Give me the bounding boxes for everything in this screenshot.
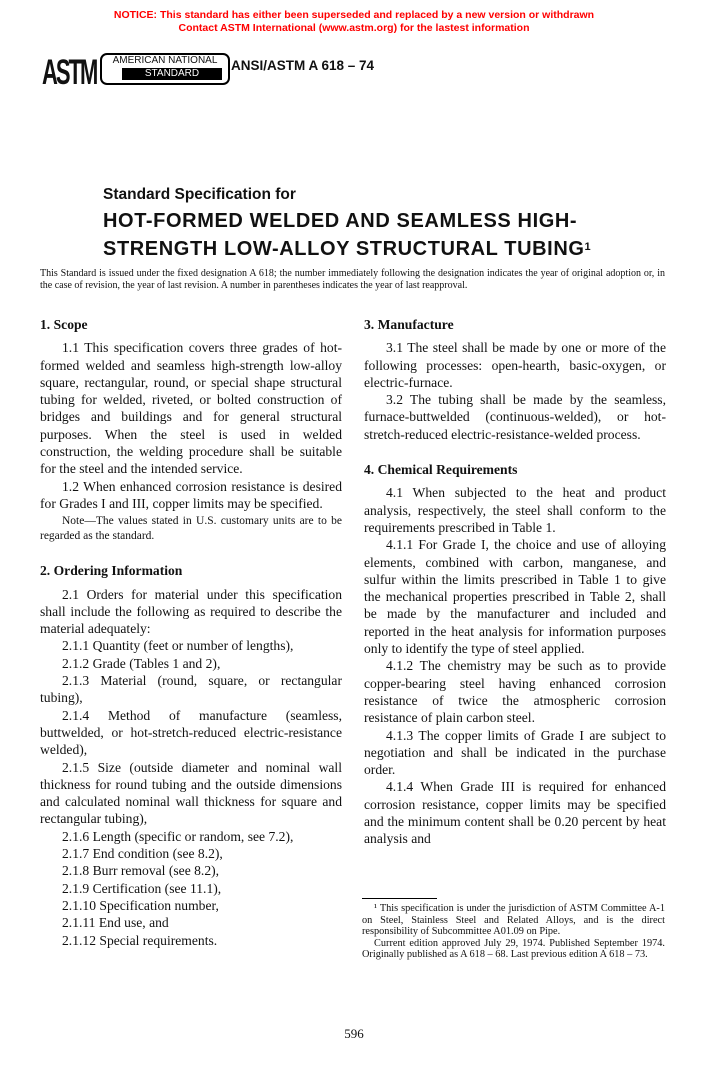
list-item: 2.1.2 Grade (Tables 1 and 2), bbox=[62, 655, 221, 671]
right-column bbox=[364, 316, 666, 848]
section-heading-manufacture: 3. Manufacture bbox=[364, 317, 454, 332]
badge-line-2: STANDARD bbox=[122, 68, 222, 80]
ordering-list bbox=[40, 637, 342, 948]
list-item: 2.1.10 Specification number, bbox=[62, 897, 219, 913]
list-item: 2.1.4 Method of manufacture (seamless, buttwelded, or hot-stretch-reduced electric-resistance welded), bbox=[40, 707, 342, 758]
footnote-jurisdiction: ¹ This specification is under the jurisdiction of ASTM Committee A-1 on Steel, Stainless Steel and Related Alloys, and is the direct responsibility of Subcommittee A01.09 on Pipe. bbox=[362, 903, 665, 938]
paragraph: 4.1.1 For Grade I, the choice and use of alloying elements, combined with carbon, manganese, and sulfur within the limits prescribed in Table 1 to give the mechanical properties prescribed in Table 2, shall be made by the manufacturer and included and reported in the heat analysis for information purposes only to identify the type of steel applied. bbox=[364, 537, 666, 657]
ansi-badge bbox=[100, 53, 230, 85]
notice-line-1: NOTICE: This standard has either been superseded and replaced by a new version or withdrawn bbox=[113, 9, 595, 21]
list-item: 2.1.9 Certification (see 11.1), bbox=[62, 880, 222, 896]
section-heading-ordering: 2. Ordering Information bbox=[40, 563, 183, 579]
list-item: 2.1.1 Quantity (feet or number of lengths), bbox=[62, 638, 294, 654]
section-heading-scope: 1. Scope bbox=[40, 317, 88, 332]
list-item: 2.1.8 Burr removal (see 8.2), bbox=[62, 863, 220, 879]
title-line-2: STRENGTH LOW-ALLOY STRUCTURAL TUBING bbox=[103, 238, 585, 260]
footnote-edition: Current edition approved July 29, 1974. Published September 1974. Originally published as A 618 – 68. Last previous edition A 618 – 73. bbox=[362, 937, 665, 961]
badge-line-1: AMERICAN NATIONAL bbox=[112, 55, 218, 66]
paragraph: 2.1 Orders for material under this specification shall include the following as required to describe the material adequately: bbox=[40, 586, 342, 637]
list-item: 2.1.5 Size (outside diameter and nominal wall thickness for round tubing and the outside dimensions and calculated nominal wall thickness for square and rectangular tubing), bbox=[40, 759, 342, 827]
paragraph: 1.1 This specification covers three grades of hot-formed welded and seamless high-strength low-alloy square, rectangular, round, or special shape structural tubing for welded, riveted, or bolted construction of bridges and buildings and for general structural purposes. When the steel is used in welded construction, the welding procedure shall be suitable for the steel and the intended service. bbox=[40, 340, 342, 477]
list-item: 2.1.6 Length (specific or random, see 7.2), bbox=[62, 828, 294, 844]
list-item: 2.1.7 End condition (see 8.2), bbox=[62, 846, 223, 862]
list-item: 2.1.12 Special requirements. bbox=[62, 932, 218, 948]
list-item: 2.1.11 End use, and bbox=[62, 915, 169, 931]
paragraph: 4.1.3 The copper limits of Grade I are subject to negotiation and shall be indicated in the purchase order. bbox=[364, 727, 666, 778]
paragraph: 4.1.4 When Grade III is required for enhanced corrosion resistance, copper limits may be specified and the minimum content shall be 0.20 percent by heat analysis and bbox=[364, 779, 666, 847]
document-subtitle: Standard Specification for bbox=[103, 186, 296, 203]
designation-intro: This Standard is issued under the fixed designation A 618; the number immediately following the designation indicates the year of original adoption or, in the case of revision, the year of last revision. A number in parentheses indicates the year of last reapproval. bbox=[40, 268, 665, 291]
note: Note—The values stated in U.S. customary units are to be regarded as the standard. bbox=[40, 515, 342, 543]
withdrawn-notice bbox=[0, 9, 708, 35]
list-item: 2.1.3 Material (round, square, or rectangular tubing), bbox=[40, 673, 342, 706]
document-title bbox=[103, 207, 591, 263]
title-line-1: HOT-FORMED WELDED AND SEAMLESS HIGH- bbox=[103, 210, 578, 232]
footnote-rule bbox=[362, 898, 437, 899]
paragraph: 4.1 When subjected to the heat and product analysis, respectively, the steel shall conform to the requirements prescribed in Table 1. bbox=[364, 485, 666, 535]
paragraph: 1.2 When enhanced corrosion resistance is desired for Grades I and III, copper limits may be specified. bbox=[40, 478, 342, 511]
paragraph: 3.1 The steel shall be made by one or more of the following processes: open-hearth, basic-oxygen, or electric-furnace. bbox=[364, 340, 666, 390]
footnotes bbox=[362, 898, 665, 961]
notice-line-2: Contact ASTM International (www.astm.org) for the lastest information bbox=[178, 22, 530, 34]
section-heading-chemical: 4. Chemical Requirements bbox=[364, 462, 518, 478]
page-number: 596 bbox=[344, 1026, 364, 1041]
title-footnote-mark: 1 bbox=[584, 241, 592, 253]
left-column bbox=[40, 316, 342, 949]
standard-designation: ANSI/ASTM A 618 – 74 bbox=[231, 58, 375, 73]
paragraph: 4.1.2 The chemistry may be such as to provide copper-bearing steel having enhanced corrosion resistance of twice the atmospheric corrosion resistance of plain carbon steel. bbox=[364, 658, 666, 726]
paragraph: 3.2 The tubing shall be made by the seamless, furnace-buttwelded (continuous-welded), or hot-stretch-reduced electric-resistance-welded process. bbox=[364, 392, 666, 442]
astm-logo: ASTM bbox=[42, 52, 97, 92]
